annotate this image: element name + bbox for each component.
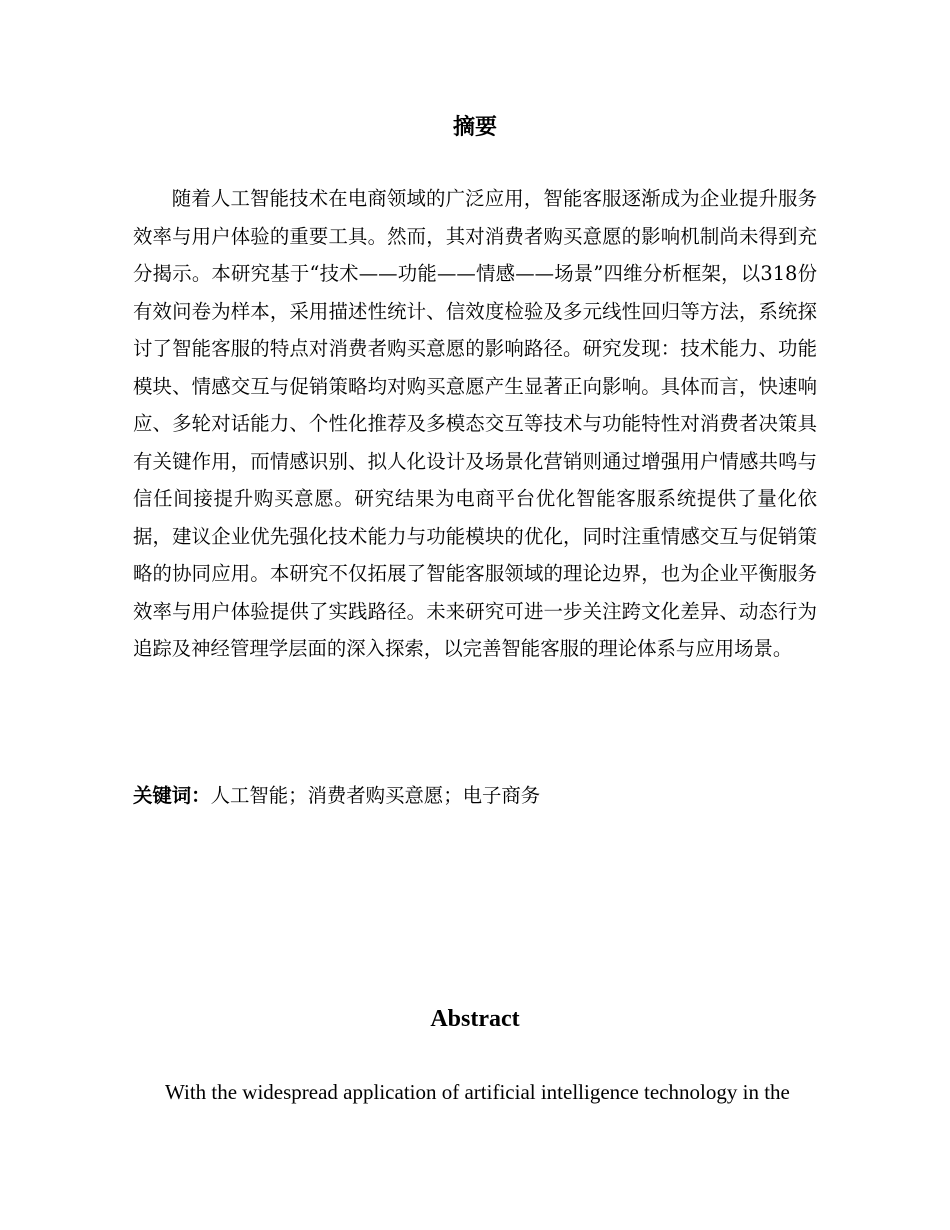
- keywords-line: [133, 777, 817, 815]
- abstract-title-cn: 摘要: [452, 115, 497, 140]
- keywords-label: 关键词：: [133, 784, 211, 807]
- abstract-paragraph-cn: 随着人工智能技术在电商领域的广泛应用，智能客服逐渐成为企业提升服务效率与用户体验的重要工具。然而，其对消费者购买意愿的影响机制尚未得到充分揭示。本研究基于“技术——功能——情感——场景”四维分析框架，以318份有效问卷为样本，采用描述性统计、信效度检验及多元线性回归等方法，系统探讨了智能客服的特点对消费者购买意愿的影响路径。研究发现：技术能力、功能模块、情感交互与促销策略均对购买意愿产生显著正向影响。具体而言，快速响应、多轮对话能力、个性化推荐及多模态交互等技术与功能特性对消费者决策具有关键作用，而情感识别、拟人化设计及场景化营销则通过增强用户情感共鸣与信任间接提升购买意愿。研究结果为电商平台优化智能客服系统提供了量化依据，建议企业优先强化技术能力与功能模块的优化，同时注重情感交互与促销策略的协同应用。本研究不仅拓展了智能客服领域的理论边界，也为企业平衡服务效率与用户体验提供了实践路径。未来研究可进一步关注跨文化差异、动态行为追踪及神经管理学层面的深入探索，以完善智能客服的理论体系与应用场景。: [133, 187, 817, 660]
- abstract-title-en: Abstract: [430, 1006, 520, 1032]
- abstract-paragraph-en: With the widespread application of artificial intelligence technology in the: [165, 1080, 790, 1104]
- keywords-text: 人工智能；消费者购买意愿；电子商务: [210, 784, 541, 807]
